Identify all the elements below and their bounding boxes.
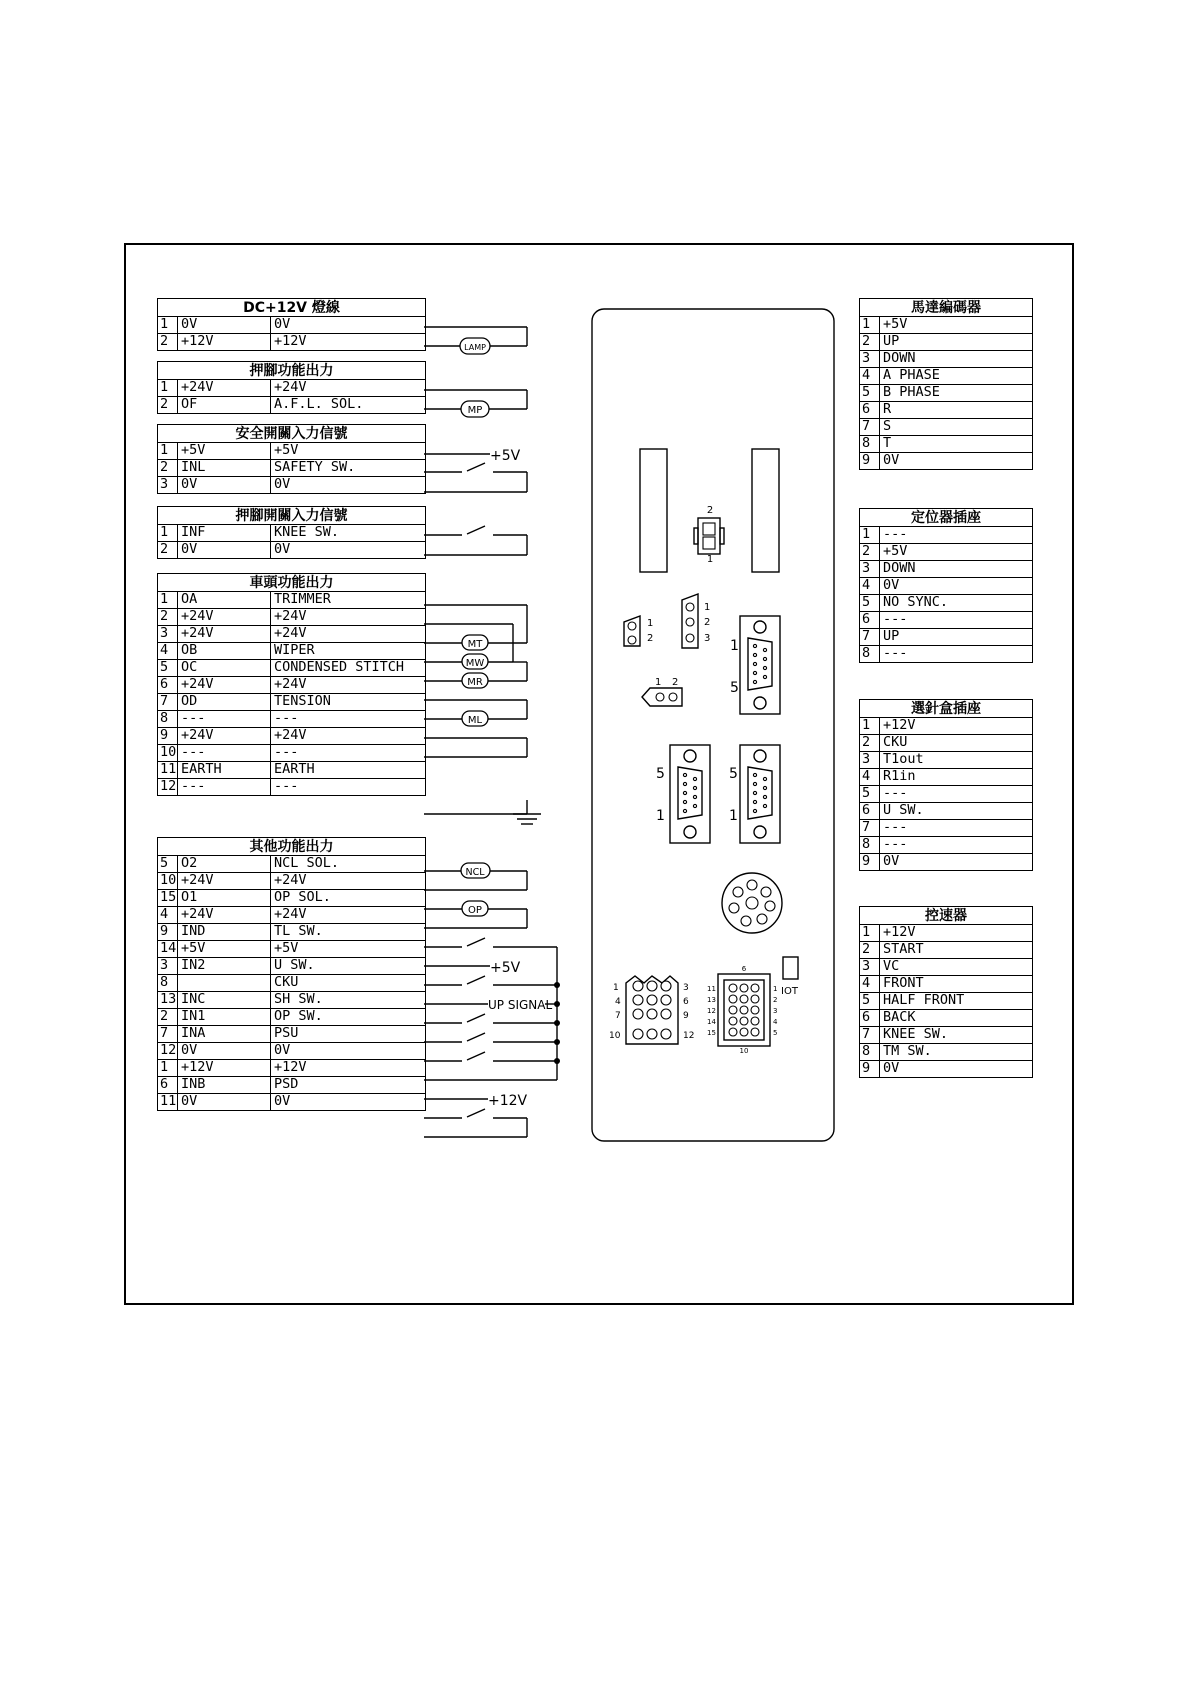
pin-signal: +24V: [178, 677, 271, 694]
pin-number: 12: [158, 1043, 178, 1060]
pin-function: A.F.L. SOL.: [271, 397, 426, 414]
horizontal-two-pin-connector-icon: [642, 677, 682, 706]
pin-number: 8: [158, 711, 178, 728]
svg-text:2: 2: [773, 996, 778, 1004]
fifteen-pin-connector-icon: [707, 965, 778, 1055]
pin-function: UP: [880, 334, 1033, 351]
pin-function: +24V: [271, 677, 426, 694]
db9-connector-top-icon: [730, 616, 780, 714]
pin-function: DOWN: [880, 351, 1033, 368]
pin-signal: 0V: [178, 317, 271, 334]
pin-function: U SW.: [271, 958, 426, 975]
pin-signal: 0V: [178, 542, 271, 559]
svg-text:1: 1: [706, 554, 714, 565]
pin-function: TL SW.: [271, 924, 426, 941]
pin-signal: INF: [178, 525, 271, 542]
pin-function: +12V: [271, 1060, 426, 1077]
pin-signal: +5V: [178, 443, 271, 460]
svg-text:12: 12: [683, 1031, 695, 1041]
svg-text:1: 1: [730, 638, 739, 654]
pin-function: +12V: [271, 334, 426, 351]
pin-function: 0V: [271, 477, 426, 494]
mt-badge: MT: [467, 639, 483, 650]
pin-function: +12V: [880, 718, 1033, 735]
pin-function: +5V: [271, 941, 426, 958]
svg-text:5: 5: [729, 766, 738, 782]
svg-text:4: 4: [773, 1018, 778, 1026]
plus12v-label: +12V: [488, 1093, 528, 1109]
pin-function: S: [880, 419, 1033, 436]
pin-number: 9: [158, 728, 178, 745]
pin-signal: O2: [178, 856, 271, 873]
pin-function: U SW.: [880, 803, 1033, 820]
svg-text:4: 4: [615, 997, 621, 1007]
pin-number: 7: [860, 820, 880, 837]
pin-function: +24V: [271, 873, 426, 890]
pin-function: 0V: [880, 1061, 1033, 1078]
pin-number: 5: [158, 660, 178, 677]
pin-signal: ---: [178, 711, 271, 728]
svg-text:1: 1: [647, 618, 654, 629]
pin-function: SAFETY SW.: [271, 460, 426, 477]
pin-function: ---: [880, 646, 1033, 663]
svg-text:1: 1: [655, 677, 662, 688]
pin-signal: OF: [178, 397, 271, 414]
pin-signal: +24V: [178, 873, 271, 890]
pin-number: 8: [158, 975, 178, 992]
left-slot: [640, 449, 667, 572]
pin-number: 1: [860, 317, 880, 334]
mp-wiring: [424, 390, 527, 417]
pin-number: 7: [860, 1027, 880, 1044]
head-table-title: 車頭功能出力: [158, 574, 426, 592]
other-wiring: [424, 863, 560, 1137]
two-pin-vertical-connector-icon: [694, 505, 724, 565]
svg-text:14: 14: [707, 1018, 716, 1026]
pin-number: 2: [158, 542, 178, 559]
pin-number: 13: [158, 992, 178, 1009]
safety-table-title: 安全開關入力信號: [158, 425, 426, 443]
pin-function: +24V: [271, 626, 426, 643]
mr-badge: MR: [467, 677, 483, 688]
pin-number: 3: [158, 958, 178, 975]
pin-signal: +24V: [178, 728, 271, 745]
safety-switch-wiring: [424, 448, 527, 492]
pin-signal: ---: [178, 779, 271, 796]
pin-signal: IND: [178, 924, 271, 941]
pin-number: 9: [860, 854, 880, 871]
pin-function: +24V: [271, 728, 426, 745]
pin-function: TENSION: [271, 694, 426, 711]
pin-number: 1: [158, 443, 178, 460]
other-plus5v-label: +5V: [490, 960, 521, 976]
small-two-pin-connector-icon: [624, 616, 653, 646]
round-din-connector-icon: [722, 873, 782, 933]
pin-number: 3: [158, 477, 178, 494]
pin-number: 2: [860, 544, 880, 561]
head-wiring: [424, 605, 541, 824]
position-table-title: 定位器插座: [860, 509, 1033, 527]
pin-signal: ---: [178, 745, 271, 762]
pin-number: 3: [860, 752, 880, 769]
ncl-badge: NCL: [465, 867, 485, 878]
svg-text:15: 15: [707, 1029, 716, 1037]
pin-function: +24V: [271, 380, 426, 397]
pin-number: 6: [158, 677, 178, 694]
pin-signal: +24V: [178, 609, 271, 626]
psd-switch-icon: [424, 1109, 527, 1121]
ml-badge: ML: [467, 715, 483, 726]
pin-function: 0V: [880, 578, 1033, 595]
mp-badge: MP: [467, 405, 483, 416]
pin-function: 0V: [880, 453, 1033, 470]
pin-number: 10: [158, 745, 178, 762]
pin-signal: INB: [178, 1077, 271, 1094]
pin-function: TM SW.: [880, 1044, 1033, 1061]
pin-function: +24V: [271, 609, 426, 626]
mw-badge: MW: [465, 658, 485, 669]
svg-text:3: 3: [683, 983, 689, 993]
pin-function: R: [880, 402, 1033, 419]
pin-function: START: [880, 942, 1033, 959]
svg-text:7: 7: [615, 1011, 621, 1021]
pin-function: A PHASE: [880, 368, 1033, 385]
pin-number: 5: [860, 786, 880, 803]
pin-number: 9: [860, 453, 880, 470]
pin-signal: +12V: [178, 1060, 271, 1077]
pin-signal: +24V: [178, 380, 271, 397]
svg-text:5: 5: [730, 680, 739, 696]
svg-text:3: 3: [773, 1007, 778, 1015]
pin-number: 2: [860, 942, 880, 959]
safety-plus5v-label: +5V: [490, 448, 521, 464]
mp-table-title: 押腳功能出力: [158, 362, 426, 380]
pin-signal: O1: [178, 890, 271, 907]
svg-text:6: 6: [741, 965, 747, 973]
pin-number: 4: [860, 976, 880, 993]
pin-function: CONDENSED STITCH: [271, 660, 426, 677]
pin-function: NCL SOL.: [271, 856, 426, 873]
pin-function: NO SYNC.: [880, 595, 1033, 612]
db9-connector-right-icon: [729, 745, 780, 843]
pin-signal: IN2: [178, 958, 271, 975]
pin-number: 1: [860, 718, 880, 735]
pin-function: +5V: [271, 443, 426, 460]
svg-text:1: 1: [704, 602, 711, 613]
pin-number: 15: [158, 890, 178, 907]
pin-number: 4: [860, 769, 880, 786]
pin-signal: IN1: [178, 1009, 271, 1026]
pin-number: 8: [860, 436, 880, 453]
pin-function: ---: [880, 527, 1033, 544]
pin-number: 3: [860, 351, 880, 368]
pin-number: 2: [158, 1009, 178, 1026]
pin-number: 1: [860, 925, 880, 942]
pin-signal: INC: [178, 992, 271, 1009]
knee-table-title: 押腳開關入力信號: [158, 507, 426, 525]
pin-function: CKU: [880, 735, 1033, 752]
pin-number: 1: [860, 527, 880, 544]
pin-number: 5: [860, 595, 880, 612]
pin-function: R1in: [880, 769, 1033, 786]
knee-switch-wiring: [424, 526, 527, 555]
pin-number: 12: [158, 779, 178, 796]
lamp-badge: LAMP: [464, 343, 486, 352]
svg-text:2: 2: [672, 677, 679, 688]
pin-number: 2: [158, 397, 178, 414]
svg-text:12: 12: [707, 1007, 716, 1015]
pin-function: ---: [880, 786, 1033, 803]
control-box-panel: [592, 309, 834, 1141]
pin-number: 4: [860, 578, 880, 595]
pin-signal: 0V: [178, 1043, 271, 1060]
pin-number: 1: [158, 525, 178, 542]
pin-function: KNEE SW.: [271, 525, 426, 542]
pin-function: TRIMMER: [271, 592, 426, 609]
svg-text:10: 10: [739, 1047, 749, 1055]
pin-function: EARTH: [271, 762, 426, 779]
pin-number: 9: [860, 1061, 880, 1078]
speed-table-title: 控速器: [860, 907, 1033, 925]
small-three-pin-connector-icon: [682, 594, 710, 648]
pin-function: 0V: [271, 1094, 426, 1111]
pin-function: BACK: [880, 1010, 1033, 1027]
pin-function: 0V: [271, 542, 426, 559]
pin-function: T: [880, 436, 1033, 453]
pin-function: +24V: [271, 907, 426, 924]
lamp-table-title: DC+12V 燈線: [158, 299, 426, 317]
svg-text:9: 9: [683, 1011, 689, 1021]
pin-number: 11: [158, 762, 178, 779]
pin-function: 0V: [271, 317, 426, 334]
pin-number: 3: [158, 626, 178, 643]
pin-function: 0V: [271, 1043, 426, 1060]
pin-number: 1: [158, 317, 178, 334]
pin-signal: OB: [178, 643, 271, 660]
pin-number: 2: [860, 735, 880, 752]
pin-number: 5: [860, 385, 880, 402]
svg-text:11: 11: [707, 985, 716, 993]
pin-signal: INA: [178, 1026, 271, 1043]
svg-text:13: 13: [707, 996, 716, 1004]
iot-slot: [781, 957, 799, 997]
pin-number: 6: [860, 1010, 880, 1027]
pin-signal: 0V: [178, 477, 271, 494]
iot-label: IOT: [781, 986, 798, 997]
pin-signal: +24V: [178, 626, 271, 643]
sh-switch-icon: [424, 1014, 557, 1026]
pin-number: 2: [158, 609, 178, 626]
pin-signal: EARTH: [178, 762, 271, 779]
pin-function: WIPER: [271, 643, 426, 660]
pin-number: 7: [158, 694, 178, 711]
pin-number: 7: [860, 419, 880, 436]
pin-function: ---: [880, 612, 1033, 629]
needle-table-title: 選針盒插座: [860, 700, 1033, 718]
twelve-pin-connector-icon: [609, 976, 694, 1044]
up-signal-label: UP SIGNAL: [488, 998, 553, 1012]
db9-connector-left-icon: [656, 745, 710, 843]
pin-function: ---: [880, 820, 1033, 837]
pin-function: B PHASE: [880, 385, 1033, 402]
pin-function: ---: [271, 779, 426, 796]
pin-number: 5: [860, 993, 880, 1010]
pin-function: KNEE SW.: [880, 1027, 1033, 1044]
pin-number: 4: [860, 368, 880, 385]
pin-function: SH SW.: [271, 992, 426, 1009]
pin-number: 1: [158, 1060, 178, 1077]
u-switch-icon: [424, 976, 557, 988]
pin-function: +5V: [880, 317, 1033, 334]
pin-signal: OC: [178, 660, 271, 677]
pin-function: ---: [271, 745, 426, 762]
pin-number: 2: [860, 334, 880, 351]
pin-number: 6: [158, 1077, 178, 1094]
pin-function: PSD: [271, 1077, 426, 1094]
pin-signal: OD: [178, 694, 271, 711]
pin-function: +5V: [880, 544, 1033, 561]
svg-text:1: 1: [773, 985, 778, 993]
svg-text:10: 10: [609, 1031, 621, 1041]
pin-function: +12V: [880, 925, 1033, 942]
pin-signal: OA: [178, 592, 271, 609]
pin-number: 9: [158, 924, 178, 941]
pin-number: 1: [158, 592, 178, 609]
pin-number: 7: [860, 629, 880, 646]
tl-switch-icon: [424, 938, 557, 950]
pin-function: DOWN: [880, 561, 1033, 578]
svg-text:3: 3: [704, 633, 711, 644]
pin-function: OP SW.: [271, 1009, 426, 1026]
pin-function: PSU: [271, 1026, 426, 1043]
svg-text:5: 5: [773, 1029, 778, 1037]
pin-signal: +5V: [178, 941, 271, 958]
pin-number: 7: [158, 1026, 178, 1043]
pin-function: ---: [880, 837, 1033, 854]
pin-number: 3: [860, 561, 880, 578]
pin-function: ---: [271, 711, 426, 728]
pin-number: 8: [860, 1044, 880, 1061]
pin-function: HALF FRONT: [880, 993, 1033, 1010]
pin-number: 11: [158, 1094, 178, 1111]
psu-switch-icon: [424, 1052, 557, 1064]
svg-text:2: 2: [647, 633, 654, 644]
pin-number: 6: [860, 803, 880, 820]
svg-text:6: 6: [683, 997, 689, 1007]
pin-number: 10: [158, 873, 178, 890]
pin-function: 0V: [880, 854, 1033, 871]
encoder-table-title: 馬達編碼器: [860, 299, 1033, 317]
pin-number: 4: [158, 643, 178, 660]
pin-function: VC: [880, 959, 1033, 976]
pin-number: 3: [860, 959, 880, 976]
pin-number: 6: [860, 612, 880, 629]
pin-function: T1out: [880, 752, 1033, 769]
pin-signal: +12V: [178, 334, 271, 351]
control-box-outline: [592, 309, 834, 1141]
pin-function: CKU: [271, 975, 426, 992]
svg-text:1: 1: [656, 808, 665, 824]
op-switch-icon: [424, 1033, 557, 1045]
pin-function: OP SOL.: [271, 890, 426, 907]
svg-text:1: 1: [613, 983, 619, 993]
pin-number: 8: [860, 837, 880, 854]
svg-text:1: 1: [729, 808, 738, 824]
svg-text:2: 2: [706, 505, 714, 516]
pin-signal: INL: [178, 460, 271, 477]
op-badge: OP: [468, 905, 482, 916]
lamp-wiring: [424, 327, 527, 354]
pin-number: 5: [158, 856, 178, 873]
other-table-title: 其他功能出力: [158, 838, 426, 856]
right-slot: [752, 449, 779, 572]
pin-number: 6: [860, 402, 880, 419]
pin-number: 1: [158, 380, 178, 397]
pin-function: UP: [880, 629, 1033, 646]
pin-number: 4: [158, 907, 178, 924]
pin-signal: +24V: [178, 907, 271, 924]
pin-number: 8: [860, 646, 880, 663]
pin-number: 2: [158, 334, 178, 351]
pin-number: 14: [158, 941, 178, 958]
svg-text:5: 5: [656, 766, 665, 782]
pin-signal: 0V: [178, 1094, 271, 1111]
pin-function: FRONT: [880, 976, 1033, 993]
svg-text:2: 2: [704, 617, 711, 628]
pin-number: 2: [158, 460, 178, 477]
